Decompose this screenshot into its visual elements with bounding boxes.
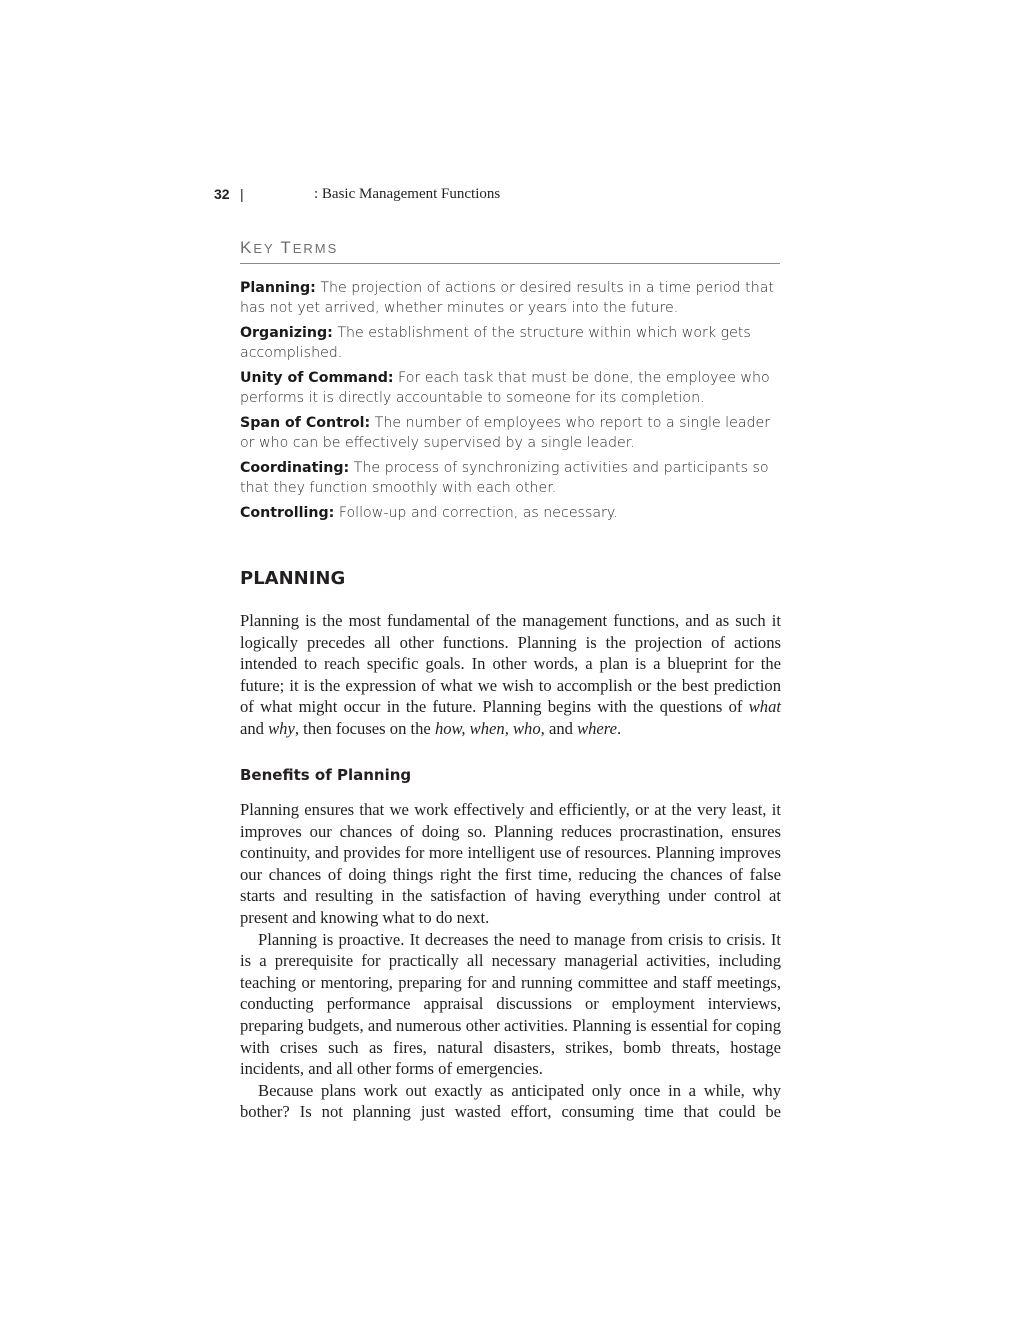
text: . — [617, 718, 622, 738]
key-terms-title — [240, 238, 338, 258]
paragraph: Because plans work out exactly as anticipated only once in a while, why bother? Is not planning just wasted effort, consuming time that could be — [240, 1080, 781, 1122]
term-label: Controlling: — [240, 505, 335, 521]
term-definition: Follow-up and correction, as necessary. — [334, 505, 618, 521]
key-terms-rule — [240, 263, 780, 264]
term-definition: For each task that must be done, the employee who performs it is directly accountable to someone for its completion. — [240, 370, 770, 406]
text: Planning is the most fundamental of the management functions, and as such it logically precedes all other functions. Planning is the projection of actions intended to reach specific goals. In other words, a plan is a blueprint for the future; it is the expression of what we wish to accomplish or the best prediction of what might occur in the future. Planning begins with the questions of — [240, 611, 781, 717]
title-rest: EY — [253, 241, 275, 256]
subsection-heading: Benefits of Planning — [240, 766, 412, 784]
page-number: 32 — [214, 186, 230, 202]
title-initial: T — [280, 238, 293, 257]
term-coordinating — [240, 459, 785, 498]
term-definition: The establishment of the structure within which work gets accomplished. — [240, 325, 751, 361]
term-label: Unity of Command: — [240, 370, 394, 386]
text: , and — [540, 718, 578, 738]
term-definition: The number of employees who report to a single leader or who can be effectively supervised by a single leader. — [240, 415, 771, 451]
term-definition: The process of synchronizing activities and participants so that they function smoothly with each other. — [240, 460, 769, 496]
intro-paragraph — [240, 610, 781, 740]
title-initial: K — [240, 238, 254, 257]
term-label: Span of Control: — [240, 415, 371, 431]
term-label: Coordinating: — [240, 460, 350, 476]
term-planning — [240, 279, 785, 318]
term-span-of-control — [240, 414, 785, 453]
subsection-body — [240, 799, 781, 1123]
title-rest: ERMS — [292, 241, 339, 256]
term-organizing — [240, 324, 785, 363]
term-controlling — [240, 504, 785, 524]
header-separator: | — [240, 186, 244, 202]
running-title: : Basic Management Functions — [314, 186, 501, 202]
emphasis: what — [748, 697, 781, 717]
term-label: Organizing: — [240, 325, 333, 341]
term-unity-of-command — [240, 369, 785, 408]
paragraph: Planning is proactive. It decreases the need to manage from crisis to crisis. It is a prerequisite for practically all necessary managerial activities, including teaching or mentoring, preparing for and running committee and staff meetings, conducting performance appraisal discussions or employment interviews, preparing budgets, and numerous other activities. Planning is essential for coping with crises such as fires, natural disasters, strikes, bomb threats, hostage incidents, and all other forms of emergencies. — [240, 929, 781, 1079]
emphasis: how, when, who — [434, 718, 541, 738]
term-label: Planning: — [240, 280, 316, 296]
emphasis: why — [268, 718, 295, 738]
text: , then focuses on the — [294, 718, 435, 738]
emphasis: where — [577, 718, 617, 738]
term-definition: The projection of actions or desired results in a time period that has not yet arrived, whether minutes or years into the future. — [240, 280, 774, 316]
section-heading: PLANNING — [240, 568, 346, 589]
key-terms-list — [240, 279, 785, 530]
text: and — [240, 718, 269, 738]
paragraph: Planning ensures that we work effectively and efficiently, or at the very least, it improves our chances of doing so. Planning reduces procrastination, ensures continuity, and provides for more intelligent use of resources. Planning improves our chances of doing things right the first time, reducing the chances of false starts and resulting in the satisfaction of having everything under control at present and knowing what to do next. — [240, 800, 781, 927]
